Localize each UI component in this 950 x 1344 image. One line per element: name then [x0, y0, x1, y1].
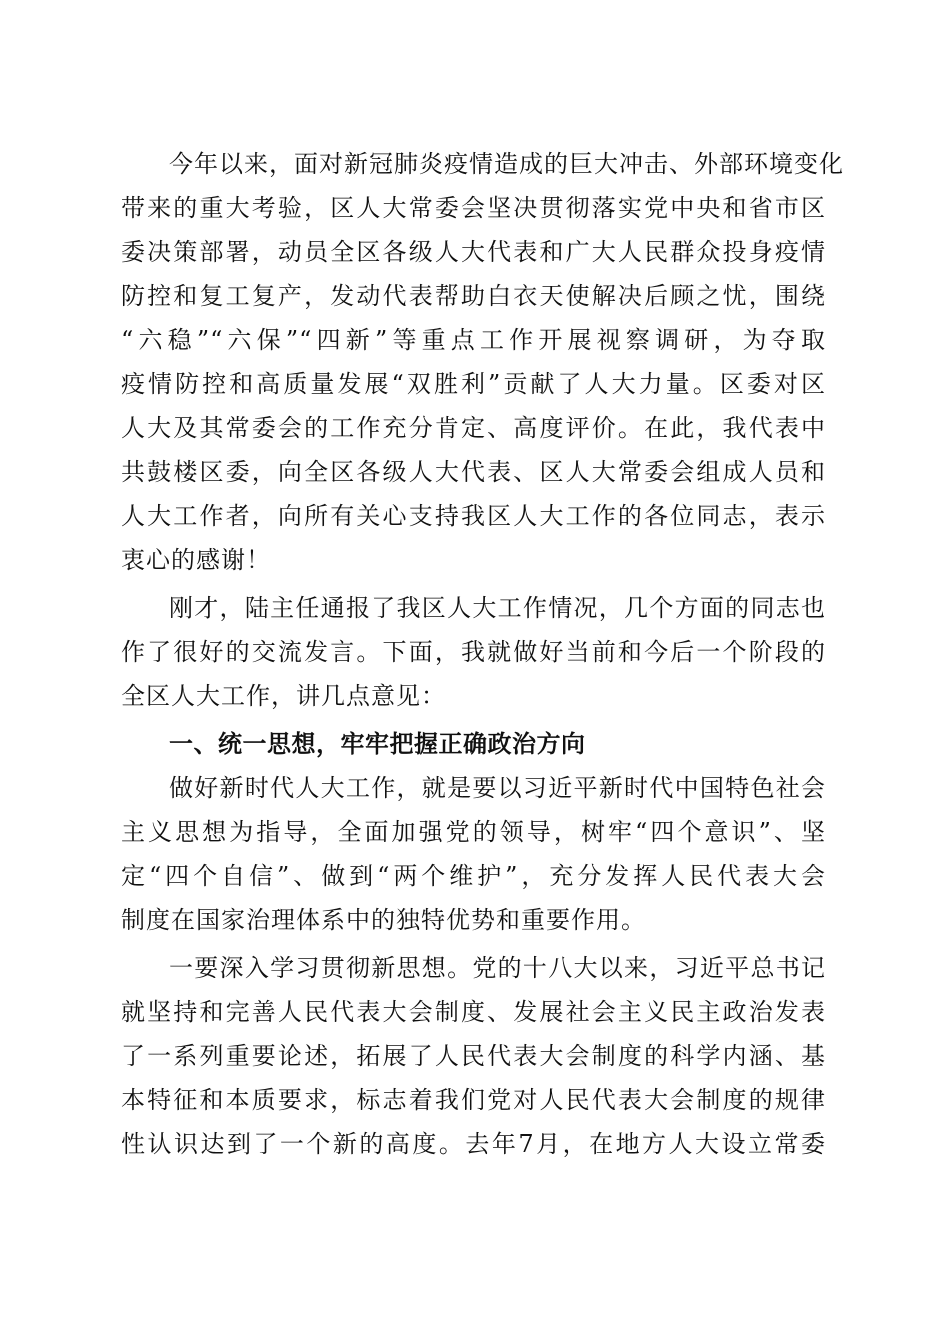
paragraph-4-line-4: 本特征和本质要求，标志着我们党对人民代表大会制度的规律: [121, 1086, 826, 1114]
paragraph-1-line-4: 防控和复工复产，发动代表帮助白衣天使解决后顾之忧，围绕: [121, 282, 826, 310]
paragraph-3-line-2: 主义思想为指导，全面加强党的领导，树牢“四个意识”、坚: [121, 818, 826, 846]
paragraph-3-line-3: 定“四个自信”、做到“两个维护”，充分发挥人民代表大会: [121, 862, 826, 890]
paragraph-3-line-1: 做好新时代人大工作，就是要以习近平新时代中国特色社会: [169, 774, 826, 802]
paragraph-1-line-10: 衷心的感谢！: [121, 546, 271, 574]
paragraph-2-line-3: 全区人大工作，讲几点意见：: [121, 682, 446, 710]
paragraph-1-line-5: “六稳”“六保”“四新”等重点工作开展视察调研，为夺取: [121, 326, 826, 354]
paragraph-2-line-2: 作了很好的交流发言。下面，我就做好当前和今后一个阶段的: [121, 638, 826, 666]
paragraph-1-line-6: 疫情防控和高质量发展“双胜利”贡献了人大力量。区委对区: [121, 370, 826, 398]
paragraph-4-line-5: 性认识达到了一个新的高度。去年7月，在地方人大设立常委: [121, 1130, 826, 1158]
paragraph-1-line-2: 带来的重大考验，区人大常委会坚决贯彻落实党中央和省市区: [121, 194, 826, 222]
paragraph-4-line-1: 一要深入学习贯彻新思想。党的十八大以来，习近平总书记: [169, 954, 826, 982]
paragraph-2-line-1: 刚才，陆主任通报了我区人大工作情况，几个方面的同志也: [169, 594, 826, 622]
section-heading: 一、统一思想，牢牢把握正确政治方向: [169, 730, 586, 758]
paragraph-1-line-7: 人大及其常委会的工作充分肯定、高度评价。在此，我代表中: [121, 414, 826, 442]
paragraph-1-line-3: 委决策部署，动员全区各级人大代表和广大人民群众投身疫情: [121, 238, 826, 266]
paragraph-4-line-2: 就坚持和完善人民代表大会制度、发展社会主义民主政治发表: [121, 998, 826, 1026]
paragraph-1-line-9: 人大工作者，向所有关心支持我区人大工作的各位同志，表示: [121, 502, 826, 530]
paragraph-3-line-4: 制度在国家治理体系中的独特优势和重要作用。: [121, 906, 646, 934]
paragraph-1-line-1: 今年以来，面对新冠肺炎疫情造成的巨大冲击、外部环境变化: [169, 150, 844, 178]
paragraph-4-line-3: 了一系列重要论述，拓展了人民代表大会制度的科学内涵、基: [121, 1042, 826, 1070]
paragraph-1-line-8: 共鼓楼区委，向全区各级人大代表、区人大常委会组成人员和: [121, 458, 826, 486]
